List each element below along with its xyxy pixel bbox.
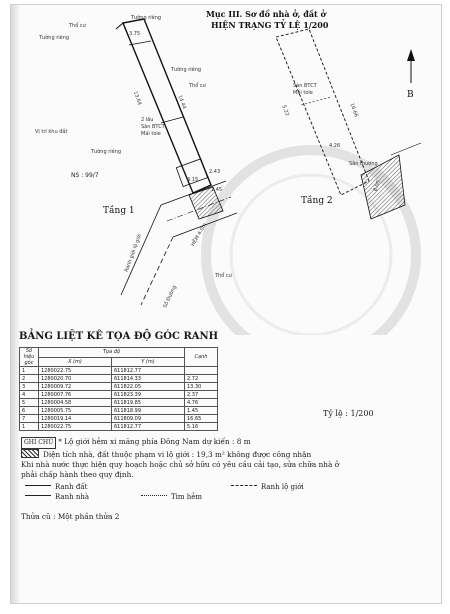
hatch-swatch-icon <box>21 449 39 458</box>
label-san-btct-2: Sàn BTCT <box>293 83 317 89</box>
cell-c: 4.76 <box>185 399 218 407</box>
document-scan <box>10 4 442 604</box>
dim-7: 4.15 <box>187 177 199 183</box>
cell-y: 611819.85 <box>112 399 185 407</box>
table-row <box>20 407 218 415</box>
th-x: X (m) <box>39 357 112 367</box>
cell-c: 16.65 <box>185 415 218 423</box>
label-ranh-gioi: Ranh giới lộ giới <box>123 233 144 273</box>
dim-4: 16.66 <box>348 102 360 118</box>
cell-c: 2.37 <box>185 391 218 399</box>
dim-5: 4.26 <box>329 143 341 149</box>
cell-x: 1280004.58 <box>39 399 112 407</box>
table-row <box>20 375 218 383</box>
cell-x: 1280005.75 <box>39 407 112 415</box>
dim-9: 1.45 <box>211 187 223 193</box>
label-mai-tole-2: Mái tole <box>293 90 313 96</box>
dashdot-line-icon <box>141 495 167 496</box>
cell-x: 1280022.75 <box>39 367 112 375</box>
cell-x: 1280007.76 <box>39 391 112 399</box>
table-row <box>20 391 218 399</box>
cell-x: 1280022.75 <box>39 423 112 431</box>
label-tuong-rieng-mid: Tường riêng <box>171 67 202 73</box>
table-row <box>20 383 218 391</box>
floor-plan-drawing <box>11 5 441 335</box>
note-line-1 <box>21 437 436 449</box>
legend-label: Tim hẻm <box>171 493 203 501</box>
cell-c: 13.30 <box>185 383 218 391</box>
cell-x: 1280009.72 <box>39 383 112 391</box>
dim-8: 2.43 <box>209 169 221 175</box>
legend-tim-hem <box>141 492 202 502</box>
cell-n: 5 <box>20 399 39 407</box>
dim-1: 13.64 <box>131 90 143 107</box>
label-san-thuong: Sân thượng <box>349 161 378 167</box>
north-label: B <box>407 90 414 100</box>
label-tuong-rieng-top2: Tường riêng <box>39 35 70 41</box>
table-row <box>20 415 218 423</box>
note-line-4: phải chấp hành theo quy định. <box>21 470 134 479</box>
label-tang1: Tầng 1 <box>103 206 135 216</box>
cell-x: 1280020.70 <box>39 375 112 383</box>
note-text-1: * Lộ giới hẻm xi măng phía Đông Nam dự kiến : 8 m <box>58 437 251 446</box>
cell-n: 1 <box>20 367 39 375</box>
label-tang1-note-2: Sàn BTCT <box>141 124 165 130</box>
label-tang1-note-3: Mái tole <box>141 131 161 137</box>
note-line-3: Khi nhà nước thực hiện quy hoạch hoặc chủ sở hữu có yêu cầu cải tạo, sửa chữa nhà ở <box>21 460 340 469</box>
notes-section <box>21 437 436 522</box>
legend-ranh-lo-gioi <box>231 482 304 492</box>
cell-y: 611812.77 <box>112 423 185 431</box>
cell-c: 2.72 <box>185 375 218 383</box>
label-so-duong: Số Đường <box>162 284 178 310</box>
dim-6: 5.22 <box>280 104 291 117</box>
label-vi-tri-khu-dat: Vị trí khu đất <box>35 129 68 135</box>
solid-line-icon <box>25 485 51 486</box>
th-toado: Tọa độ <box>39 348 185 358</box>
cell-n: 6 <box>20 407 39 415</box>
table-row <box>20 399 218 407</box>
th-canh: Cạnh <box>185 348 218 367</box>
thua-cu-line: Thửa cũ : Một phần thửa 2 <box>21 512 120 521</box>
label-tho-cu-top: Thổ cư <box>69 23 86 29</box>
cell-y: 611823.39 <box>112 391 185 399</box>
label-tuong-rieng-low: Tường riêng <box>91 149 122 155</box>
cell-n: 2 <box>20 375 39 383</box>
cell-y: 611814.33 <box>112 375 185 383</box>
legend-label: Ranh nhà <box>55 493 90 501</box>
ghi-chu-box: GHI CHÚ <box>21 437 56 449</box>
legend-ranh-nha <box>25 492 89 502</box>
legend-label: Ranh đất <box>55 483 88 491</box>
note-text-2: Diện tích nhà, đất thuộc phạm vi lộ giới : 19,3 m² không được công nhận <box>43 450 312 459</box>
cell-c: 1.45 <box>185 407 218 415</box>
cell-c: 5.16 <box>185 423 218 431</box>
cell-y: 611812.77 <box>112 367 185 375</box>
cell-y: 611818.99 <box>112 407 185 415</box>
solid-line-icon <box>25 495 51 496</box>
th-y: Y (m) <box>112 357 185 367</box>
label-tang1-note-1: 2 lầu <box>141 117 154 123</box>
cell-y: 611822.05 <box>112 383 185 391</box>
coord-table <box>19 347 218 431</box>
tang1-lot <box>116 19 237 305</box>
legend-ranh-dat <box>25 482 87 492</box>
cell-n: 3 <box>20 383 39 391</box>
dim-3: 3.75 <box>129 31 141 37</box>
label-tho-cu-mid: Thổ cư <box>189 83 206 89</box>
table-row <box>20 367 218 375</box>
label-hem: HẺM 4.0m <box>190 222 209 248</box>
cell-n: 1 <box>20 423 39 431</box>
legend <box>21 482 436 512</box>
cell-c <box>185 367 218 375</box>
label-ns: NS : 99/7 <box>71 172 99 179</box>
dashed-line-icon <box>231 485 257 486</box>
table-row <box>20 423 218 431</box>
plan-title: Mục III. Sơ đồ nhà ở, đất ở <box>206 9 326 19</box>
cell-y: 611809.09 <box>112 415 185 423</box>
note-line-2 <box>21 449 436 460</box>
label-tho-cu-bottom: Thổ cư <box>215 273 232 279</box>
cell-n: 4 <box>20 391 39 399</box>
dim-10: 8.00 <box>372 179 382 193</box>
cell-n: 7 <box>20 415 39 423</box>
label-tuong-rieng-top: Tường riêng <box>131 15 162 21</box>
north-arrow-head <box>407 49 415 61</box>
th-stt: Số hiệu góc <box>20 348 39 367</box>
cell-x: 1280019.14 <box>39 415 112 423</box>
coord-table-title: BẢNG LIỆT KÊ TỌA ĐỘ GÓC RANH <box>19 331 219 342</box>
scale-label: Tỷ lệ : 1/200 <box>323 409 374 418</box>
tang2-outline <box>276 29 421 219</box>
dim-2: 14.44 <box>176 94 188 110</box>
label-tang2: Tầng 2 <box>301 196 333 206</box>
legend-label: Ranh lộ giới <box>261 483 304 491</box>
plan-subtitle: HIỆN TRẠNG TỶ LỆ 1/200 <box>211 20 329 30</box>
